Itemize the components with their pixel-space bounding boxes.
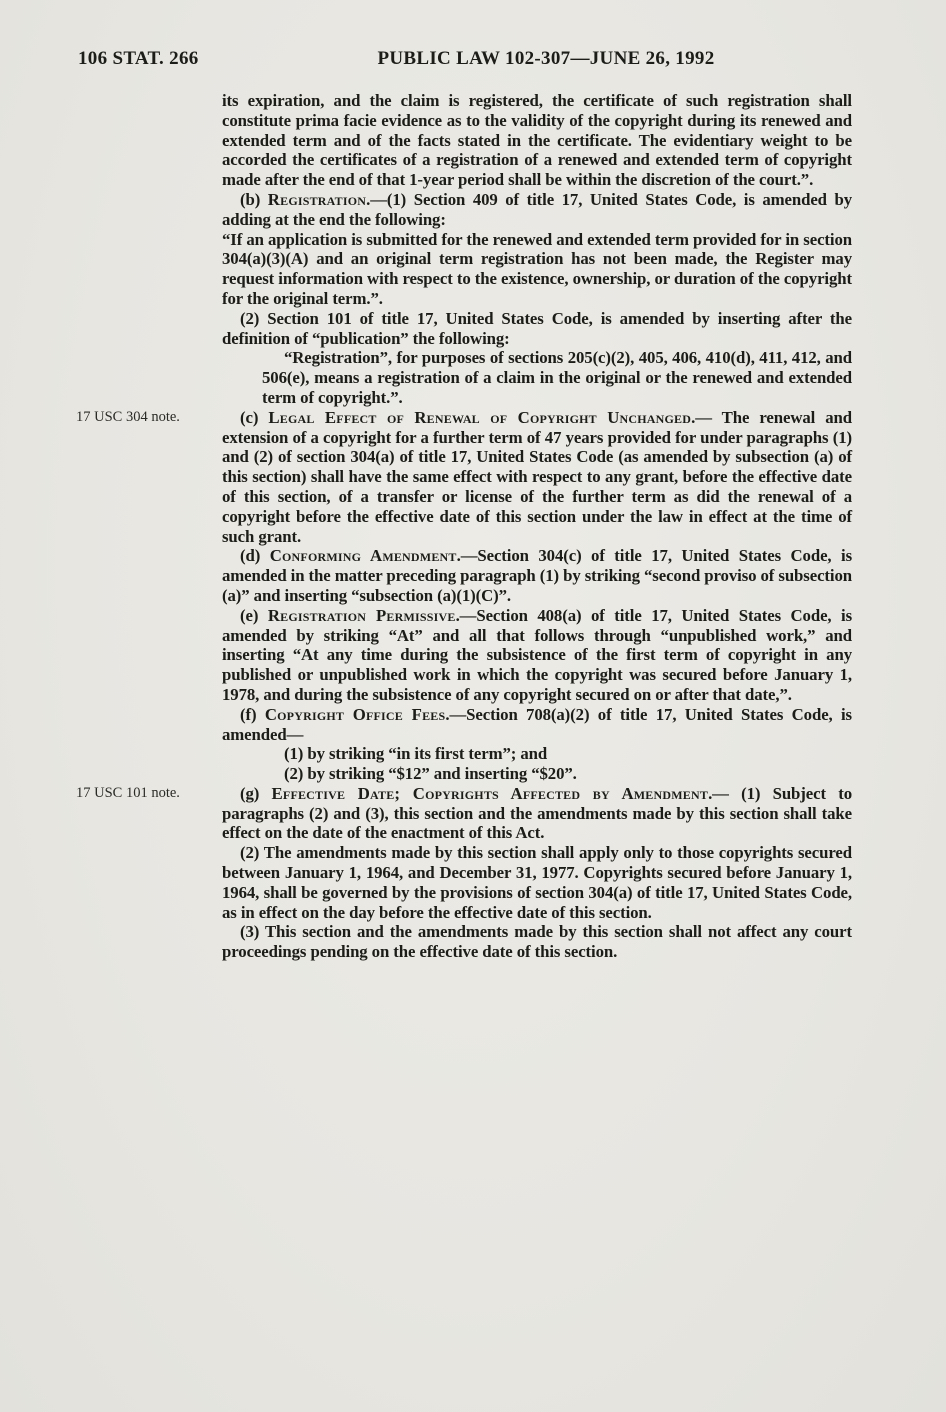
- statute-paragraph: [222, 546, 852, 605]
- text-run: (b): [240, 189, 268, 209]
- statute-paragraph: [76, 407, 852, 547]
- text-run: “Registration”, for purposes of sections 205(c)(2), 405, 406, 410(d), 411, 412, and 506(e), means a registration of a claim in the original or the renewed and extended term of copyright.”.: [262, 348, 852, 407]
- statute-paragraph: [222, 230, 852, 309]
- text-run: (d): [240, 546, 270, 566]
- section-heading: Registration Permissive: [267, 605, 456, 625]
- statute-paragraph: [284, 764, 852, 784]
- statute-page-number: 106 STAT. 266: [78, 48, 199, 69]
- text-run: .— The renewal and extension of a copyright for a further term of 47 years provided for under paragraphs (1) and (2) of section 304(a) of title 17, United States Code (as amended by subsection (a) of this section) shall have the same effect with respect to any grant, before the effective date of this section, of a transfer or license of the further term as did the renewal of a copyright before the effective date of this section under the law in effect at the time of such grant.: [222, 407, 852, 546]
- statute-paragraph: [262, 348, 852, 407]
- section-heading: Registration: [267, 189, 367, 209]
- text-run: .—Section 408(a) of title 17, United States Code, is amended by striking “At” and all that follows through “unpublished work,” and inserting “At any time during the subsistence of the first term of copyright in any published or unpublished work in which the copyright was secured before January 1, 1978, and during the subsistence of any copyright secured on or after that date,”.: [222, 605, 853, 704]
- section-heading: Effective Date; Copyrights Affected by Amendment: [271, 783, 709, 803]
- statute-paragraph: [222, 91, 852, 190]
- text-run: (e): [240, 605, 268, 625]
- statute-paragraph: [222, 922, 852, 962]
- section-heading: Conforming Amendment: [269, 546, 457, 566]
- section-heading: Legal Effect of Renewal of Copyright Unchanged: [268, 407, 692, 427]
- text-run: (f): [240, 704, 265, 724]
- text-run: .— (1) Subject to paragraphs (2) and (3), this section and the amendments made by this section shall take effect on the date of the enactment of this Act.: [222, 783, 852, 843]
- text-run: .—(1) Section 409 of title 17, United States Code, is amended by adding at the end the following:: [222, 189, 852, 229]
- text-run: (2) The amendments made by this section shall apply only to those copyrights secured between January 1, 1964, and December 31, 1977. Copyrights secured before January 1, 1964, shall be governed by the provisions of section 304(a) of title 17, United States Code, as in effect on the day before the effective date of this section.: [222, 843, 852, 922]
- statute-paragraph: [76, 783, 852, 843]
- text-run: (3) This section and the amendments made by this section shall not affect any court proceedings pending on the effective date of this section.: [222, 922, 852, 962]
- section-heading: Copyright Office Fees: [264, 704, 446, 724]
- text-run: (2) Section 101 of title 17, United States Code, is amended by inserting after the definition of “publication” the following:: [222, 308, 852, 348]
- text-run: (c): [240, 407, 269, 427]
- text-run: (g): [240, 783, 272, 803]
- text-run: .—Section 708(a)(2) of title 17, United States Code, is amended—: [222, 704, 852, 744]
- statute-paragraph: [284, 744, 852, 764]
- page-body: [76, 91, 853, 962]
- statute-paragraph: [222, 843, 852, 922]
- text-run: .—Section 304(c) of title 17, United States Code, is amended in the matter preceding paragraph (1) by striking “second proviso of subsection (a)” and inserting “subsection (a)(1)(C)”.: [222, 546, 852, 605]
- margin-note: 17 USC 101 note.: [76, 784, 180, 801]
- page-header: [0, 48, 946, 74]
- statute-paragraph: [222, 190, 852, 230]
- text-run: its expiration, and the claim is registered, the certificate of such registration shall constitute prima facie evidence as to the validity of the copyright during its renewed and extended term and of the facts stated in the certificate. The evidentiary weight to be accorded the certificates of a registration of a renewed and extended term of copyright made after the end of that 1-year period shall be within the discretion of the court.”.: [222, 91, 852, 190]
- text-run: “If an application is submitted for the renewed and extended term provided for in section 304(a)(3)(A) and an original term registration has not been made, the Register may request information with respect to the existence, ownership, or duration of the copyright for the original term.”.: [222, 229, 852, 308]
- public-law-running-title: PUBLIC LAW 102-307—JUNE 26, 1992: [377, 48, 715, 69]
- margin-note: 17 USC 304 note.: [76, 408, 180, 425]
- text-run: (2) by striking “$12” and inserting “$20”.: [284, 764, 577, 784]
- statute-paragraph: [222, 705, 852, 745]
- text-run: (1) by striking “in its first term”; and: [284, 744, 548, 764]
- statute-paragraph: [222, 309, 852, 349]
- statute-paragraph: [222, 606, 852, 705]
